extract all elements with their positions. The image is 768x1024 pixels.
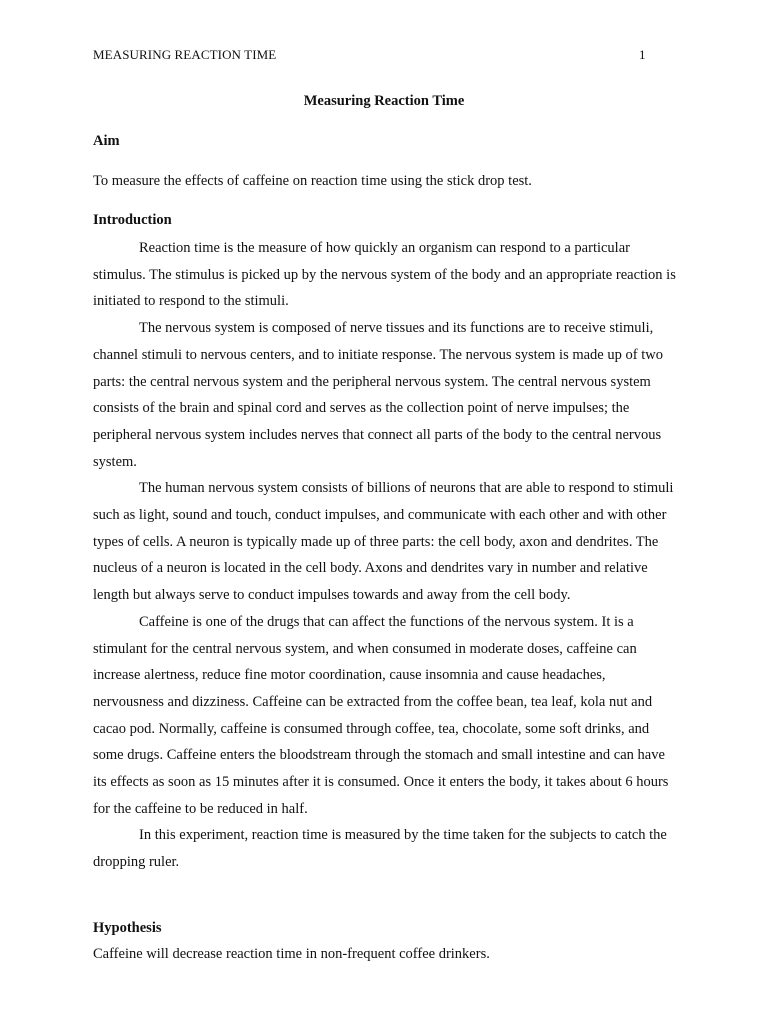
hypothesis-heading: Hypothesis <box>93 920 162 936</box>
intro-paragraph-4: Caffeine is one of the drugs that can affect the functions of the nervous system. It is a stimulant for the central nervous system, and when consumed in moderate doses, caffeine can increase alertness, reduce fine motor coordination, cause insomnia and cause headaches, nervousness and dizziness. Caffeine can be extracted from the coffee bean, tea leaf, kola nut and cacao pod. Normally, caffeine is consumed through coffee, tea, chocolate, some soft drinks, and some drugs. Caffeine enters the bloodstream through the stomach and small intestine and can have its effects as soon as 15 minutes after it is consumed. Once it enters the body, it takes about 6 hours for the caffeine to be reduced in half. <box>93 613 669 817</box>
intro-paragraph-2: The nervous system is composed of nerve tissues and its functions are to receive stimuli, channel stimuli to nervous centers, and to initiate response. The nervous system is made up of two parts: the central nervous system and the peripheral nervous system. The central nervous system consists of the brain and spinal cord and serves as the collection point of nerve impulses; the peripheral nervous system includes nerves that connect all parts of the body to the central nervous system. <box>93 320 663 470</box>
aim-heading: Aim <box>93 133 120 149</box>
introduction-body <box>93 235 677 876</box>
intro-paragraph-1: Reaction time is the measure of how quickly an organism can respond to a particular stimulus. The stimulus is picked up by the nervous system of the body and an appropriate reaction is initiated to respond to the stimuli. <box>93 240 676 310</box>
intro-paragraph-5: In this experiment, reaction time is measured by the time taken for the subjects to catch the dropping ruler. <box>93 827 667 871</box>
page-number: 1 <box>639 47 646 62</box>
running-head: MEASURING REACTION TIME <box>93 47 277 62</box>
document-title: Measuring Reaction Time <box>303 93 465 109</box>
intro-paragraph-3: The human nervous system consists of billions of neurons that are able to respond to stimuli such as light, sound and touch, conduct impulses, and communicate with each other and with other types of cells. A neuron is typically made up of three parts: the cell body, axon and dendrites. The nucleus of a neuron is located in the cell body. Axons and dendrites vary in number and relative length but always serve to conduct impulses towards and away from the cell body. <box>93 480 674 604</box>
hypothesis-text: Caffeine will decrease reaction time in non-frequent coffee drinkers. <box>93 946 490 962</box>
introduction-heading: Introduction <box>93 212 172 228</box>
aim-text: To measure the effects of caffeine on reaction time using the stick drop test. <box>93 173 532 189</box>
